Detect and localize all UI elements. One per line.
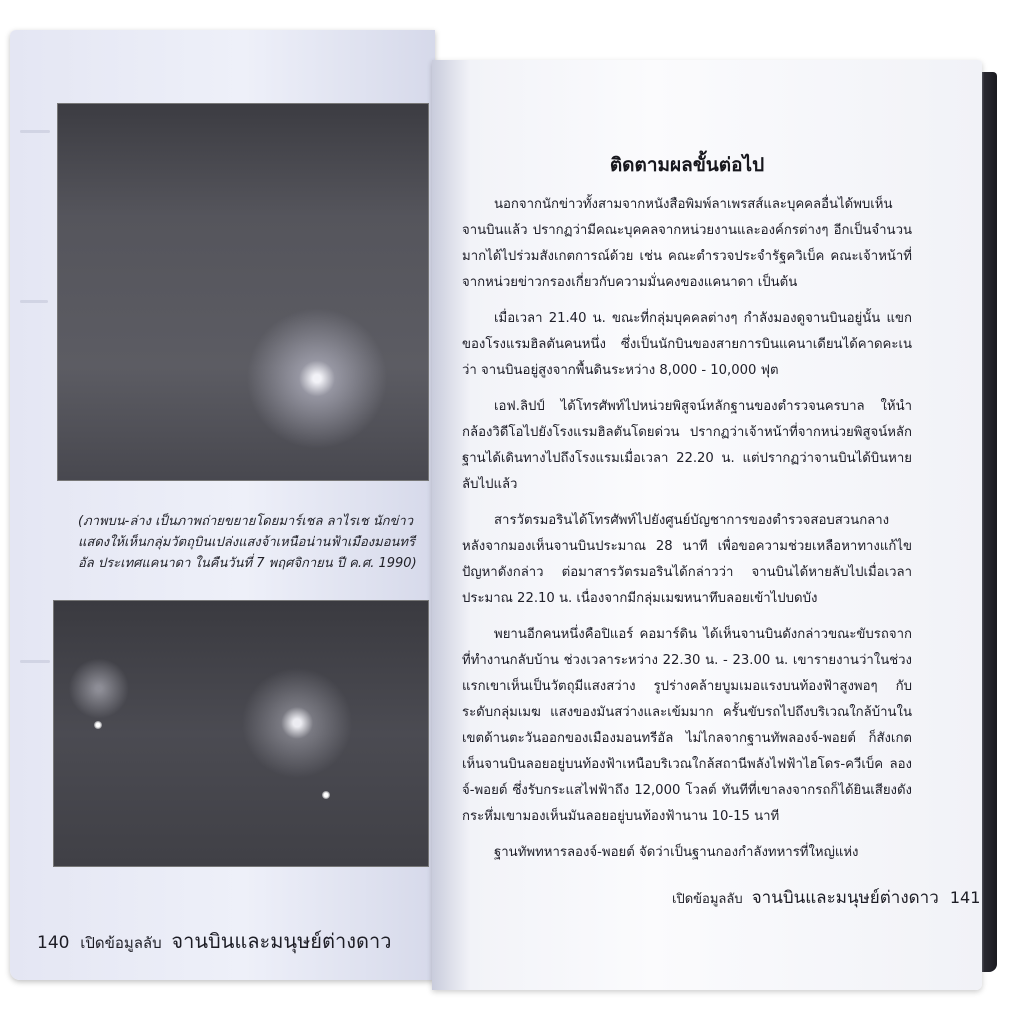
right-page-footer — [672, 884, 980, 911]
paragraph: พยานอีกคนหนึ่งคือปิแอร์ คอมาร์ดิน ได้เห็นจานบินดังกล่าวขณะขับรถจากที่ทำงานกลับบ้าน ช่วงเวลาระหว่าง 22.30 น. - 23.00 น. เขารายงานว่าในช่วงแรกเขาเห็นเป็นวัตถุมีแสงสว่าง รูปร่างคล้ายบูมเมอแรงบนท้องฟ้าสูงพอๆ กับระดับกลุ่มเมฆ แสงของมันสว่างและเข้มมาก ครั้นขับรถไปถึงบริเวณใกล้บ้านในเขตด้านตะวันออกของเมืองมอนทรีอัล ไม่ไกลจากฐานทัพลองจ์-พอยต์ ก็สังเกตเห็นจานบินลอยอยู่บนท้องฟ้าเหนือบริเวณใกล้สถานีพลังไฟฟ้าไฮโดร-ควีเบ็ค ลองจ์-พอยต์ ซึ่งรับกระแสไฟฟ้าถึง 12,000 โวลต์ ทันทีที่เขาลงจากรถก็ได้ยินเสียงดังกระหึ่มเขามองเห็นมันลอยอยู่บนท้องฟ้านาน 10-15 นาที — [462, 627, 912, 824]
right-page-text — [462, 150, 912, 876]
light-point — [94, 721, 102, 729]
page-number: 141 — [949, 888, 981, 907]
paragraph: เมื่อเวลา 21.40 น. ขณะที่กลุ่มบุคคลต่างๆ กำลังมองดูจานบินอยู่นั้น แขกของโรงแรมฮิลตันคนหนึ่ง ซึ่งเป็นนักบินของสายการบินแคนาเดียนได้คาดคะเนว่า จานบินอยู่สูงจากพื้นดินระหว่าง 8,000 - 10,000 ฟุต — [462, 311, 912, 378]
show-through-mark — [20, 300, 48, 303]
paragraph: ฐานทัพทหารลองจ์-พอยต์ จัดว่าเป็นฐานกองกำลังทหารที่ใหญ่แห่ง — [494, 845, 859, 860]
ufo-photo-bottom — [53, 600, 429, 867]
book-title: จานบินและมนุษย์ต่างดาว — [751, 888, 939, 908]
photo-caption: (ภาพบน-ล่าง เป็นภาพถ่ายขยายโดยมาร์เชล ลาไรเช นักข่าว แสดงให้เห็นกลุ่มวัตถุบินเปล่งแสงจ้าเหนือน่านฟ้าเมืองมอนทรีอัล ประเทศแคนาดา ในคืนวันที่ 7 พฤศจิกายน ปี ค.ศ. 1990) — [78, 514, 417, 571]
light-point — [322, 791, 330, 799]
book-title: จานบินและมนุษย์ต่างดาว — [171, 929, 392, 953]
paragraph: สารวัตรมอรินได้โทรศัพท์ไปยังศูนย์บัญชาการของตำรวจสอบสวนกลาง หลังจากมองเห็นจานบินประมาณ 28 นาที เพื่อขอความช่วยเหลือหาทางแก้ไขปัญหาดังกล่าว ต่อมาสารวัตรมอรินได้กล่าวว่า จานบินได้หายลับไปเมื่อเวลาประมาณ 22.10 น. เนื่องจากมีกลุ่มเมฆหนาทึบลอยเข้าไปบดบัง — [462, 513, 912, 606]
left-page-footer — [37, 925, 391, 957]
paragraph: เอฟ.ลิปป์ ได้โทรศัพท์ไปหน่วยพิสูจน์หลักฐานของตำรวจนครบาล ให้นำกล้องวิดีโอไปยังโรงแรมฮิลตันโดยด่วน ปรากฏว่าเจ้าหน้าที่จากหน่วยพิสูจน์หลักฐานได้เดินทางไปถึงโรงแรมเมื่อเวลา 22.20 น. แต่ปรากฏว่าจานบินได้บินหายลับไปแล้ว — [462, 399, 912, 492]
show-through-mark — [20, 660, 50, 663]
series-name: เปิดข้อมูลลับ — [80, 934, 162, 952]
paragraph: นอกจากนักข่าวทั้งสามจากหนังสือพิมพ์ลาเพรสส์และบุคคลอื่นได้พบเห็นจานบินแล้ว ปรากฏว่ามีคณะบุคคลจากหน่วยงานและองค์กรต่างๆ อีกเป็นจำนวนมากได้ไปร่วมสังเกตการณ์ด้วย เช่น คณะตำรวจประจำรัฐควิเบ็ค คณะเจ้าหน้าที่จากหน่วยข่าวกรองเกี่ยวกับความมั่นคงของแคนาดา เป็นต้น — [462, 197, 912, 290]
series-name: เปิดข้อมูลลับ — [672, 892, 743, 907]
ufo-photo-top — [57, 103, 429, 481]
section-heading: ติดตามผลขั้นต่อไป — [609, 154, 765, 176]
page-number: 140 — [37, 933, 70, 953]
show-through-mark — [20, 130, 50, 133]
